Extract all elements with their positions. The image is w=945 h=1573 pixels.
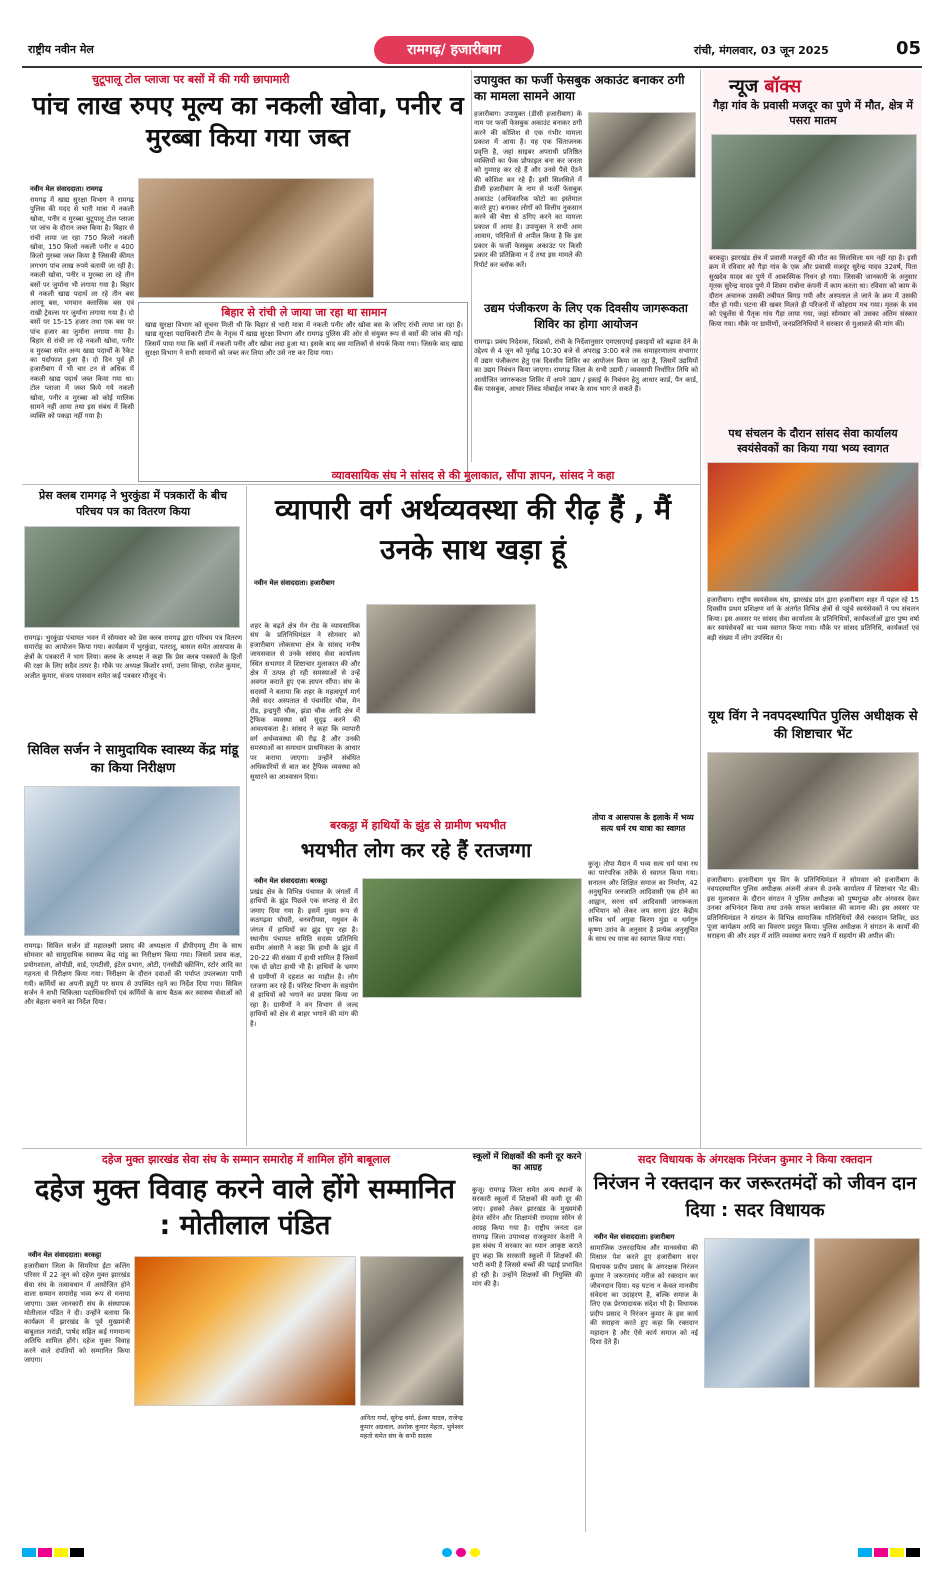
- story-teachers: [472, 1152, 582, 1532]
- kicker: सदर विधायक के अंगरक्षक निरंजन कुमार ने किया रक्तदान: [638, 1153, 872, 1166]
- headline: उद्यम पंजीकरण के लिए एक दिवसीय जागरूकता शिविर का होगा आयोजन: [484, 301, 688, 331]
- story-body: शहर के बढ़ते क्षेत्र मेन रोड के व्यावसायिक संघ के प्रतिनिधिमंडल ने सोमवार को हजारीबाग लोकसभा क्षेत्र के सांसद मनीष जायसवाल से उनके सांसद सेवा कार्यालय स्थित सभागार में शिष्टाचार मुलाकात की और क्षेत्र में उत्पन्न हो रही समस्याओं से उन्हें अवगत कराते हुए एक ज्ञापन सौंपा। संघ के सदस्यों ने बताया कि शहर के महत्वपूर्ण मार्ग जैसे सदर अस्पताल से पंचमंदिर चौक, मेन रोड, इन्द्रपुरी चौक, झंडा चौक आदि क्षेत्र में ट्रैफिक व्यवस्था को सुदृढ़ करने की आवश्यकता है। सांसद ने कहा कि व्यापारी वर्ग अर्थव्यवस्था की रीढ़ है और उनकी समस्याओं का समाधान प्राथमिकता के आधार पर कराया जाएगा। उन्होंने संबंधित अधिकारियों से बात कर ट्रैफिक व्यवस्था को सुधारने का आश्वासन दिया।: [250, 622, 360, 781]
- story-youth-wing: [703, 708, 922, 1148]
- story-press-club: [22, 486, 244, 734]
- story-traders-mp: [248, 466, 698, 816]
- story-body: प्रखंड क्षेत्र के विभिन्न पंचायत के जंगलों में हाथियों के झुंड पिछले एक सप्ताह से डेरा जमाए दिया गया है। इसमें मुख्य रूप से कठगढ़वा घोघरी, बनवरीयवा, मधुवन के जंगल में हाथियों का झुंड घूम रहा है। स्थानीय पंचायत समिति सदस्य प्रतिनिधि समीम अंसारी ने कहा कि हाथी के झुंड में 20-22 की संख्या में हाथी शामिल हैं जिसमें एक दो छोटा हाथी भी है। हाथियों के भ्रमण से ग्रामीणों में दहशत का माहौल है। लोग रतजगा कर रहे हैं। फॉरेस्ट विभाग के सहयोग से हाथियों को भगाने का प्रयास किया जा रहा है। ग्रामीणों ने वन विभाग से जल्द हाथियों को क्षेत्र से बाहर भगाने की मांग की है।: [250, 888, 358, 1028]
- dc-photo: [588, 112, 696, 178]
- swatch: [906, 1548, 920, 1557]
- headline: स्कूलों में शिक्षकों की कमी दूर करने का आग्रह: [472, 1152, 582, 1173]
- swatch: [38, 1548, 52, 1557]
- headline: प्रेस क्लब रामगढ़ ने भुरकुंडा में पत्रकारों के बीच परिचय पत्र का वितरण किया: [38, 489, 227, 518]
- worker-family-photo: [711, 134, 917, 250]
- story-elephants: [248, 818, 584, 1148]
- donor-photo-1: [704, 1238, 810, 1388]
- dateline: [694, 43, 829, 58]
- swatch: [442, 1548, 452, 1557]
- column-rule: [585, 1152, 586, 1532]
- brand-name: राष्ट्रीय नवीन मेल: [28, 43, 94, 56]
- dateline-text: रांची, मंगलवार, 03 जून 2025: [694, 44, 829, 57]
- story-blood-donation: [588, 1152, 922, 1532]
- swatch: [22, 1548, 36, 1557]
- brand-logo: [28, 42, 94, 57]
- story-fake-facebook: [474, 70, 698, 300]
- headline: भयभीत लोग कर रहे हैं रतजग्गा: [300, 838, 532, 862]
- column-rule: [700, 70, 701, 1148]
- news-box-title: [729, 74, 801, 98]
- story-body-col2: [380, 178, 468, 296]
- row-rule: [22, 1148, 922, 1149]
- elephant-herd-photo: [362, 878, 582, 998]
- news-box-title-2: बॉक्स: [764, 76, 802, 97]
- byline: नवीन मेल संवाददाता। रामगढ़: [30, 185, 103, 193]
- story-body: रामगढ़। भुरकुंडा पंचायत भवन में सोमवार को प्रेस क्लब रामगढ़ द्वारा परिचय पत्र वितरण समारोह का आयोजन किया गया। कार्यक्रम में भुरकुंडा, पतरातू, बासल समेत आसपास के क्षेत्रों के पत्रकारों ने भाग लिया। क्लब के अध्यक्ष ने कहा कि प्रेस क्लब पत्रकारों के हितों की रक्षा के लिए सदैव तत्पर है। मौके पर अध्यक्ष किशोर शर्मा, उत्तम सिन्हा, राजेश कुमार, अजीत कुमार, संजय पासवान समेत कई पत्रकार मौजूद थे।: [24, 634, 242, 680]
- masthead-rule: [22, 66, 922, 68]
- headline: पथ संचलन के दौरान सांसद सेवा कार्यालय स्वयंसेवकों का किया गया भव्य स्वागत: [728, 427, 898, 455]
- march-photo: [707, 462, 919, 592]
- story-civil-surgeon: [22, 742, 244, 1142]
- story-body: बरकट्ठा। झारखंड क्षेत्र में प्रवासी मजदूरों की मौत का सिलसिला थम नहीं रहा है। इसी क्रम में रविवार को गैड़ा गांव के एक और प्रवासी मजदूर सुरेन्द्र यादव 32वर्ष, पिता सुखदेव यादव का पुणे में आकस्मिक निधन हो गया। जिसकी जानकारी के अनुसार मृतक सुरेन्द्र यादव पुणे में शिवम राबोना कंपनी में काम करता था। रविवार को काम के दौरान अचानक उसकी तबीयत बिगड़ गयी और अस्पताल ले जाने के क्रम में उसकी मौत हो गयी। घटना की खबर मिलते ही परिजनों में कोहराम मच गया। मृतक के शव को एंबुलेंस से पैतृक गांव गैड़ा लाया गया, जहां सोमवार को उसका अंतिम संस्कार किया गया। मौके पर ग्रामीणों, जनप्रतिनिधियों ने सरकार से मुआवजे की मांग की।: [709, 254, 917, 328]
- news-box: [703, 70, 922, 470]
- headline: गैड़ा गांव के प्रवासी मजदूर का पुणे में मौत, क्षेत्र में पसरा मातम: [713, 99, 913, 127]
- caption: अनिता गर्मा, सुरेन्द्र वर्मा, ईश्वर यादव, राजेन्द्र कुमार अग्रवाल, अशोक कुमार मेहता, भुनेश्वर महतो समेत संघ के सभी सदस्य: [360, 1414, 464, 1440]
- kicker: चुटूपालू टोल प्लाजा पर बसों में की गयी छापामारी: [92, 73, 290, 86]
- inspection-photo: [24, 786, 240, 936]
- sub-body: खाद्य सुरक्षा विभाग को सूचना मिली थी कि बिहार से भारी मात्रा में नकली पनीर और खोवा बस के जरिए रांची लाया जा रहा है। खाद्य सुरक्षा पदाधिकारी टीम के नेतृत्व में खाद्य सुरक्षा विभाग और रामगढ़ पुलिस की ओर से संयुक्त रूप से बसों की जांच की गई। जिसमें पाया गया कि बसों में नकली पनीर और खोवा लदा हुआ था। इसके बाद बस मालिकों से संपर्क किया गया। जिसके बाद खाद्य सुरक्षा विभाग ने सभी सामानों को जब्त कर लिया और उसे नष्ट कर दिया गया।: [145, 321, 463, 358]
- sub-headline: बिहार से रांची ले जाया जा रहा था सामान: [221, 306, 387, 319]
- page-number: 05: [896, 38, 922, 59]
- swatch: [456, 1548, 466, 1557]
- swatch: [890, 1548, 904, 1557]
- headline: दहेज मुक्त विवाह करने वाले होंगे सम्मानित : मोतीलाल पंडित: [35, 1174, 455, 1241]
- swatch: [874, 1548, 888, 1557]
- headline: यूथ विंग ने नवपदस्थापित पुलिस अधीक्षक से की शिष्टाचार भेंट: [708, 709, 918, 742]
- seized-goods-photo: [138, 178, 374, 298]
- story-body: सामाजिक उत्तरदायित्व और मानवसेवा की मिसाल पेश करते हुए हजारीबाग सदर विधायक प्रदीप प्रसाद के अंगरक्षक निरंजन कुमार ने जरूरतमंद मरीज को रक्तदान कर जीवनदान दिया। यह घटना न केवल मानवीय संवेदना का उदाहरण है, बल्कि समाज के लिए एक प्रेरणादायक संदेश भी है। विधायक प्रदीप प्रसाद ने निरंजन कुमार के इस कार्य की सराहना करते हुए कहा कि रक्तदान महादान है और ऐसे कार्य समाज को नई दिशा देते हैं।: [590, 1244, 698, 1347]
- kicker: बरकट्ठा में हाथियों के झुंड से ग्रामीण भयभीत: [329, 819, 507, 832]
- story-body: रामगढ़। प्रबंध निदेशक, जिडको, रांची के निर्देशानुसार एमएसएमई इकाइयों को बढ़ावा देने के उद्देश्य से 4 जून को पूर्वाह्न 10:30 बजे से अपराह्न 3:00 बजे तक समाहरणालय सभागार में उद्यम पंजीकरण हेतु एक दिवसीय शिविर का आयोजन किया जा रहा है, जिसमें उद्यमियों का उद्यम निबंधन किया जाएगा। रामगढ़ जिला के सभी उद्यमी / व्यवसायी निर्धारित तिथि को आयोजित जागरूकता शिविर में अपने उद्यम / इकाई के निबंधन हेतु आधार कार्ड, पैन कार्ड, बैंक पासबुक, आधार लिंक्ड मोबाईल नम्बर के साथ भाग ले सकते हैं।: [474, 338, 698, 394]
- headline: व्यापारी वर्ग अर्थव्यवस्था की रीढ़ हैं , मैं उनके साथ खड़ा हूं: [274, 493, 672, 566]
- story-rss-march: [703, 426, 922, 704]
- news-box-title-1: न्यूज: [729, 76, 759, 97]
- row-rule: [22, 484, 700, 485]
- swatch: [470, 1548, 480, 1557]
- dowry-ceremony-photo: [134, 1256, 356, 1406]
- headline: सिविल सर्जन ने सामुदायिक स्वास्थ्य केंद्र मांडू का किया निरीक्षण: [27, 743, 239, 776]
- headline: पांच लाख रुपए मूल्य का नकली खोवा, पनीर व मुरब्बा किया गया जब्त: [32, 91, 464, 152]
- story-body: हजारीबाग। हजारीबाग यूथ विंग के प्रतिनिधिमंडल ने सोमवार को हजारीबाग के नवपदस्थापित पुलिस अधीक्षक अंजनी अंजन से उनके कार्यालय में शिष्टाचार भेंट की। इस मुलाकात के दौरान संगठन ने पुलिस अधीक्षक को पुष्पगुच्छ और अंगवस्त्र देकर उनका अभिनंदन किया तथा उनके सफल कार्यकाल की कामना की। इस अवसर पर प्रतिनिधिमंडल ने संगठन के विभिन्न सामाजिक गतिविधियों जैसे रक्तदान शिविर, छठ पूजा कार्यक्रम आदि का विवरण प्रस्तुत किया। पुलिस अधीक्षक ने संगठन के कार्यों की सराहना की और शहर में शांति व्यवस्था बनाए रखने में सहयोग की अपील की।: [707, 876, 919, 941]
- masthead: [22, 36, 922, 64]
- section-title: रामगढ़/ हजारीबाग: [407, 42, 501, 58]
- story-body: कुजू। तोपा मैदान में भव्य सत्य धर्म यात्रा रथ का पारंपरिक तरीके से स्वागत किया गया। सनातन और शिक्षित समाज का निर्माण, 42 अनुसूचित जनजाति आदिवासी एक होने का आह्वान, सरना धर्म आदिवासी जागरूकता अभियान को लेकर जय सरना इंटर केंद्रीय सचिव धर्म अगुवा किरण मुंडा व धर्मगुरु कृष्णा उरांव के अनुसार है प्रत्येक अनुसूचित के साथ रथ यात्रा का स्वागत किया गया।: [588, 860, 698, 944]
- byline: नवीन मेल संवाददाता। बरकट्ठा: [254, 877, 328, 885]
- sub-box: [138, 302, 468, 482]
- kicker: तोपा व आसपास के इलाके में भव्य सत्य धर्म रथ यात्रा का स्वागत: [592, 813, 694, 833]
- story-body: रामगढ़। सिविल सर्जन डॉ महालक्ष्मी प्रसाद की अध्यक्षता में डीपीएमयू टीम के साथ सोमवार को सामुदायिक स्वास्थ्य केंद्र मांडू का निरीक्षण किया गया। जिसमें प्रसव कक्ष, प्रयोगशाला, ओपीडी, वार्ड, एमटीसी, इंटेल प्रभाग, ओटी, एनसीडी स्क्रीनिंग, स्टोर आदि का गहनता से निरीक्षण किया गया। निरीक्षण के दौरान दवाओं की पर्याप्त उपलब्धता पायी गयी। कर्मियों का अपनी ड्यूटी पर समय से उपस्थित रहने का निर्देश दिया गया। सिविल सर्जन ने सभी चिकित्सा पदाधिकारियों एवं कर्मियों के साथ बैठक कर स्वास्थ्य सेवाओं को और बेहतर बनाने का निर्देश दिया।: [24, 942, 242, 1007]
- story-udyam-camp: [474, 300, 698, 450]
- byline: नवीन मेल संवाददाता। हजारीबाग: [254, 579, 335, 587]
- story-body: हजारीबाग। उपायुक्त (डीसी हजारीबाग) के नाम पर फर्जी फेसबुक अकाउंट बनाकर ठगी करने की कोशिश से एक गंभीर मामला प्रकाश में आया है। यह एक चिंताजनक प्रवृत्ति है, जहां साइबर अपराधी प्रतिष्ठित व्यक्तियों का फेक प्रोफाइल बना कर जनता को गुमराह कर रहे हैं और उनसे पैसे ऐंठने की कोशिश कर रहे हैं। इसी सिलसिले में डीसी हजारीबाग के नाम से फर्जी फेसबुक अकाउंट (अधिकारिक फोटो का इस्तेमाल करते हुए) बनाकर लोगों को वित्तीय नुकसान करने की चेष्टा से ठगिए करने का मामला प्रकाश में आया है। उपायुक्त ने सभी आम आवाम, परिचितों से अपील किया है कि इस प्रकार के फर्जी फेसबुक अकाउंट पर किसी प्रकार की प्रतिक्रिया न दें तथा इस मामले की रिपोर्ट कर ब्लॉक करें।: [474, 110, 582, 269]
- story-dowry-free: [22, 1152, 468, 1532]
- headline: उपायुक्त का फर्जी फेसबुक अकाउंट बनाकर ठगी का मामला सामने आया: [474, 73, 685, 103]
- story-fake-khowa: [22, 70, 470, 482]
- column-rule: [246, 486, 247, 1146]
- swatch: [858, 1548, 872, 1557]
- swatch: [54, 1548, 68, 1557]
- byline: नवीन मेल संवाददाता। बरकट्ठा: [28, 1251, 102, 1259]
- story-body: रामगढ़ में खाद्य सुरक्षा विभाग ने रामगढ़ पुलिस की मदद से भारी मात्रा में नकली खोवा, पनीर व मुरब्बा चुटूपालू टोल प्लाजा पर जांच के दौरान जब्त किया है। बिहार से रांची लाया जा रहा 750 किलो नकली खोवा, 150 किलो नकली पनीर व 400 किलो मुरब्बा जब्त किया है जिसकी कीमत लगभग पांच लाख रुपये बतायी जा रही है। नकली खोवा, पनीर व मुरब्बा ला रहे तीन बसों पर जुर्माना भी लगाया गया है। बिहार से नकली खाद्य पदार्थ ला रहे तीन बस आरयू बस, भगवान क्लासिक बस एवं राखी ट्रेवल्स पर जुर्माना लगाया गया है। दो बसों पर 15-15 हजार तथा एक बस पर पांच हजार का जुर्माना लगाया गया है। बिहार से रांची ला रहे नकली खोवा, पनीर व मुरब्बा समेत अन्य खाद्य पदार्थों के रैकेट का पर्दाफाश हुआ है। दो दिन पूर्व ही हजारीबाग में भी चार टन से अधिक में नकली खाद्य पदार्थ जब्त किया गया था। टोल प्लाजा में जब्त किये गये नकली खोवा, पनीर व मुरब्बा को कोई मालिक सामने नहीं आया तथा इस संबंध में किसी व्यक्ति को पकड़ा नहीं गया है।: [30, 196, 134, 421]
- story-body: हजारीबाग। राष्ट्रीय स्वयंसेवक संघ, झारखंड प्रांत द्वारा हजारीबाग शहर में पहल रहे 15 दिवसीय प्रथम प्रशिक्षण वर्ग के अंतर्गत विभिन्न क्षेत्रों से पहुंचे स्वयंसेवकों ने पथ संचलन किया। इस अवसर पर सांसद सेवा कार्यालय के प्रतिनिधियों, कार्यकर्ताओं द्वारा पुष्प वर्षा कर स्वयंसेवकों का भव्य स्वागत किया गया। मौके पर सांसद प्रतिनिधि, कार्यकर्ता एवं बड़ी संख्या में लोग उपस्थित थे।: [707, 596, 919, 642]
- story-rath-yatra: [588, 812, 698, 1152]
- swatch: [70, 1548, 84, 1557]
- registration-bar: [22, 1548, 922, 1560]
- sp-meeting-photo: [707, 752, 919, 870]
- story-body: कुजू। रामगढ़ जिला समेत अन्य स्थानों के सरकारी स्कूलों में शिक्षकों की कमी दूर की जाए। इसको लेकर झारखंड के मुख्यमंत्री हेमंत सोरेन और शिक्षामंत्री रामदास सोरेन से आग्रह किया गया है। राष्ट्रीय जनता दल रामगढ़ जिला उपाध्यक्ष राजकुमार केशरी ने इस संबंध में सरकार का ध्यान आकृष्ट कराते हुए कहा कि सरकारी स्कूलों में शिक्षकों की भारी कमी है जिससे बच्चों की पढ़ाई प्रभावित हो रही है। उन्होंने शिक्षकों की नियुक्ति की मांग की है।: [472, 1186, 582, 1289]
- column-rule: [471, 70, 472, 462]
- headline: निरंजन ने रक्तदान कर जरूरतमंदों को जीवन दान दिया : सदर विधायक: [593, 1173, 917, 1221]
- donor-photo-2: [814, 1238, 920, 1388]
- meeting-photo-small: [360, 1256, 464, 1406]
- byline: नवीन मेल संवाददाता। हजारीबाग: [594, 1233, 675, 1241]
- section-banner: [374, 36, 534, 64]
- press-club-photo: [24, 526, 240, 628]
- kicker: व्यावसायिक संघ ने सांसद से की मुलाकात, सौंपा ज्ञापन, सांसद ने कहा: [331, 469, 615, 482]
- story-body: हजारीबाग जिला के सिमरिया ईटा कलिंग परिसर में 22 जून को दहेज मुक्त झारखंड सेवा संघ के तत्वावधान में आयोजित होने वाला सम्मान समारोह भव्य रूप से मनाया जाएगा। उक्त जानकारी संघ के संस्थापक मोतीलाल पंडित ने दी। उन्होंने बताया कि कार्यक्रम में झारखंड के पूर्व मुख्यमंत्री बाबूलाल मरांडी, पार्षद सहित कई गणमान्य अतिथि शामिल होंगे। दहेज मुक्त विवाह करने वाले दंपतियों को सम्मानित किया जाएगा।: [24, 1262, 130, 1365]
- kicker: दहेज मुक्त झारखंड सेवा संघ के सम्मान समारोह में शामिल होंगे बाबूलाल: [101, 1153, 391, 1166]
- mp-meeting-photo: [366, 604, 536, 714]
